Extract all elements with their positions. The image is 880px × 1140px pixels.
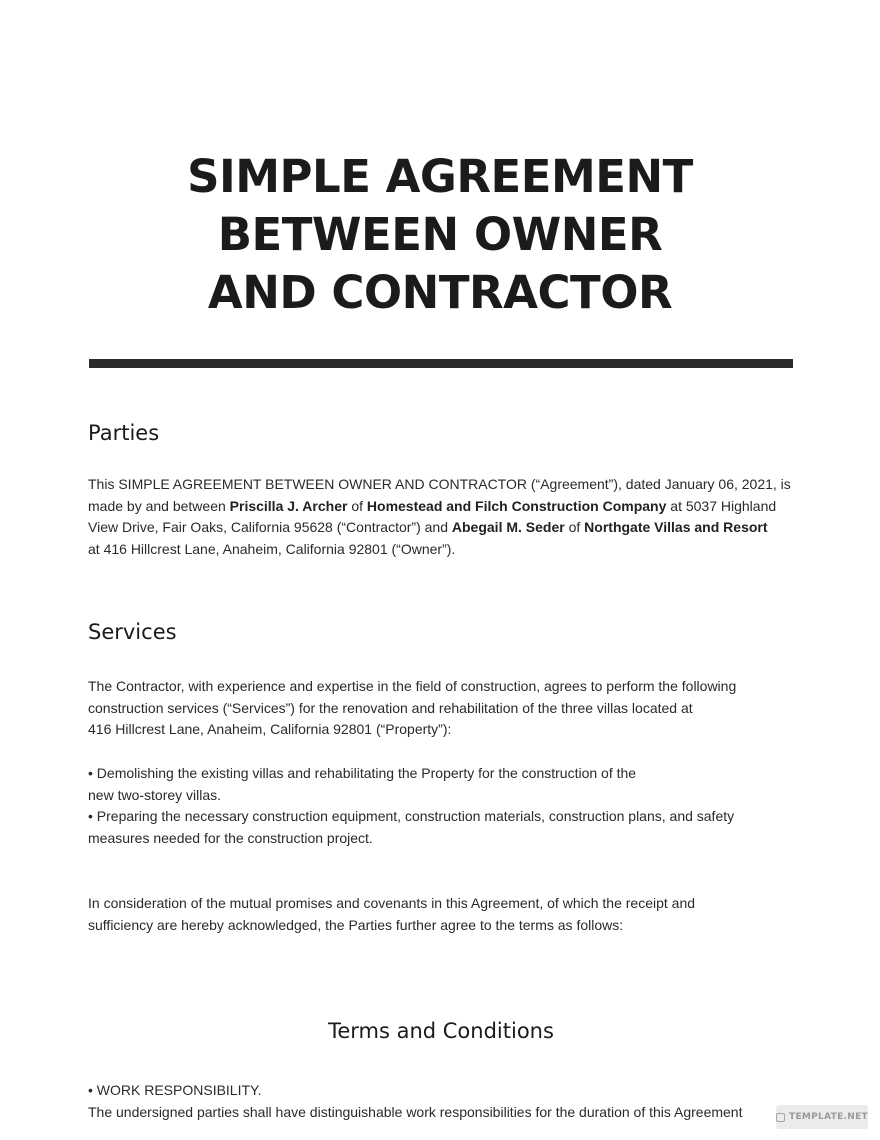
services-bullets	[88, 763, 788, 850]
text-line	[88, 517, 788, 539]
text-segment: made by and between	[88, 497, 230, 514]
text-line: measures needed for the construction project.	[88, 830, 373, 847]
text-line: 416 Hillcrest Lane, Anaheim, California 92801 (“Property”):	[88, 721, 452, 738]
text-line: The undersigned parties shall have distinguishable work responsibilities for the duration of this Agreement	[88, 1103, 743, 1120]
text-line: • WORK RESPONSIBILITY.	[88, 1082, 262, 1098]
owner-name: Abegail M. Seder	[451, 519, 565, 536]
services-heading: Services	[88, 620, 177, 644]
terms-heading: Terms and Conditions	[328, 1019, 554, 1043]
text-line: In consideration of the mutual promises and covenants in this Agreement, of which the receipt and	[88, 895, 696, 911]
text-line: construction services (“Services”) for the renovation and rehabilitation of the three villas located at	[88, 699, 693, 716]
template-logo-icon	[776, 1113, 785, 1122]
title-line: SIMPLE AGREEMENT	[187, 150, 693, 203]
text-line: This SIMPLE AGREEMENT BETWEEN OWNER AND CONTRACTOR (“Agreement”), dated January 06, 2021, is	[88, 476, 791, 492]
owner-company: Northgate Villas and Resort	[584, 519, 768, 536]
contractor-company: Homestead and Filch Construction Company	[366, 497, 667, 514]
text-line: The Contractor, with experience and expertise in the field of construction, agrees to perform the following	[88, 678, 737, 694]
document-title	[80, 148, 800, 322]
parties-paragraph	[88, 474, 791, 561]
services-intro	[88, 676, 788, 741]
terms-paragraph	[88, 1080, 788, 1123]
text-line: • Demolishing the existing villas and rehabilitating the Property for the construction of the	[88, 765, 637, 781]
text-line	[88, 496, 788, 518]
text-line: new two-storey villas.	[88, 786, 222, 803]
text-line: at 416 Hillcrest Lane, Anaheim, California 92801 (“Owner”).	[88, 541, 456, 558]
text-line: • Preparing the necessary construction equipment, construction materials, construction plans, and safety	[88, 808, 735, 825]
text-segment: View Drive, Fair Oaks, California 95628 (“Contractor”) and	[88, 519, 452, 536]
text-line: sufficiency are hereby acknowledged, the Parties further agree to the terms as follows:	[88, 916, 624, 933]
consideration-paragraph	[88, 893, 788, 936]
text-segment: at 5037 Highland	[666, 497, 777, 514]
text-segment: of	[347, 497, 367, 514]
title-line: BETWEEN OWNER	[217, 208, 663, 261]
text-segment: of	[564, 519, 585, 536]
title-line: AND CONTRACTOR	[207, 266, 673, 319]
template-watermark	[776, 1105, 868, 1129]
parties-heading: Parties	[88, 421, 160, 445]
watermark-text: TEMPLATE.NET	[789, 1112, 868, 1122]
contractor-name: Priscilla J. Archer	[229, 497, 348, 514]
title-divider	[89, 359, 793, 368]
